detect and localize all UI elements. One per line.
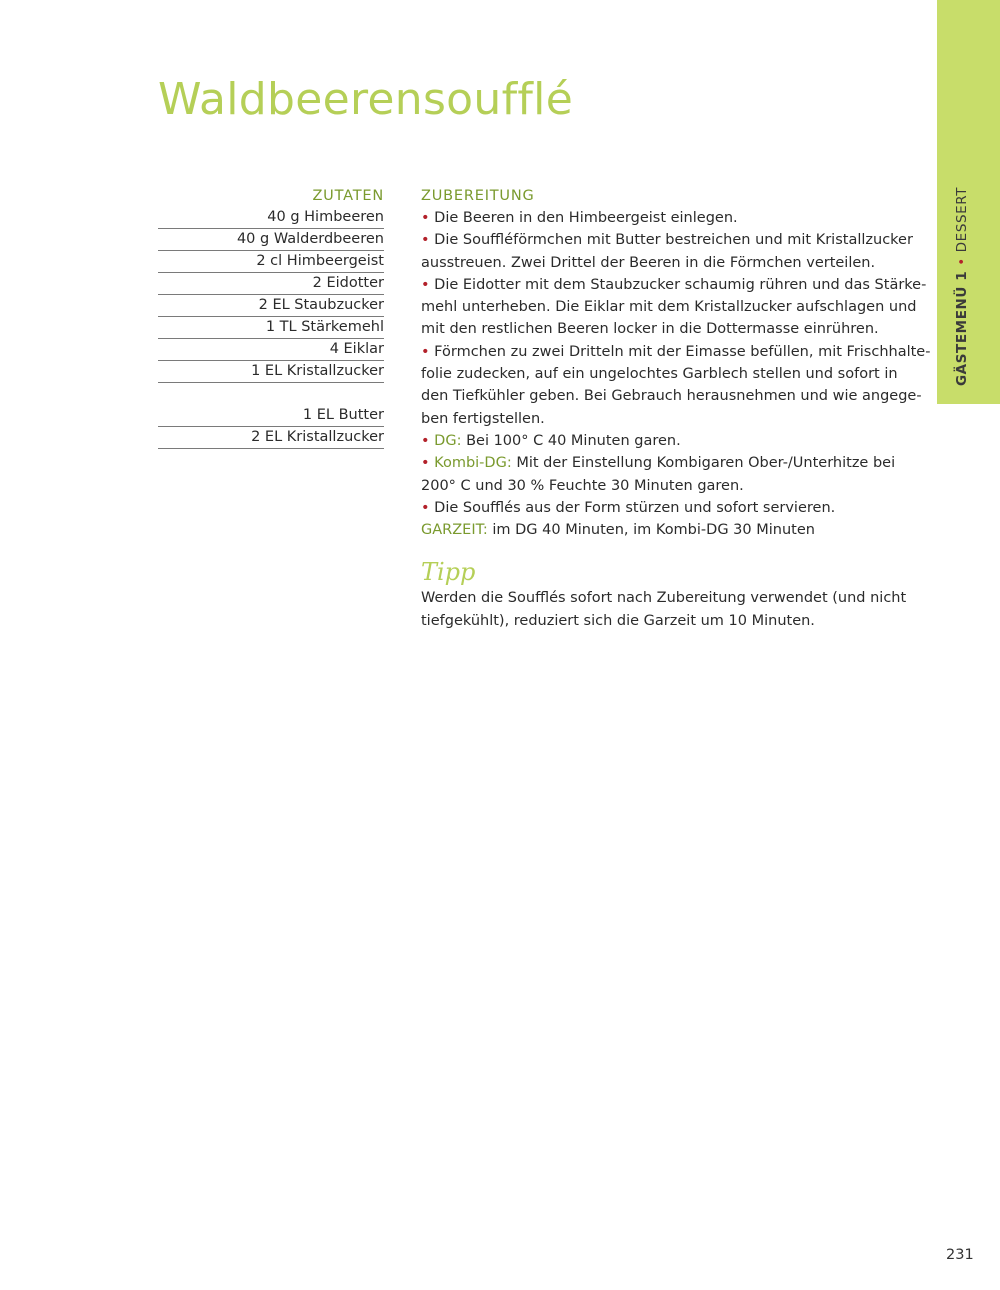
- step-line: mehl unterheben. Die Eiklar mit dem Kristallzucker aufschlagen und: [421, 299, 917, 316]
- tip-text: Werden die Soufflés sofort nach Zubereitung verwendet (und nicht: [421, 590, 907, 607]
- ingredient-item: 1 TL Stärkemehl: [158, 317, 384, 339]
- step-text: Die Beeren in den Himbeergeist einlegen.: [434, 210, 738, 226]
- ingredient-item: 2 cl Himbeergeist: [158, 251, 384, 273]
- preparation-section: [421, 185, 931, 632]
- step-label: DG:: [434, 432, 462, 449]
- ingredient-item: 1 EL Kristallzucker: [158, 361, 384, 383]
- bullet-icon: •: [421, 499, 430, 516]
- bullet-icon: •: [421, 455, 430, 472]
- ingredients-heading: ZUTATEN: [312, 188, 384, 204]
- step-line: [421, 229, 913, 251]
- step-line: [421, 274, 927, 296]
- ingredient-item: 2 EL Staubzucker: [158, 295, 384, 317]
- step-line: folie zudecken, auf ein ungelochtes Garblech stellen und sofort in: [421, 366, 898, 383]
- step-line: [421, 497, 899, 519]
- step-text: Bei 100° C 40 Minuten garen.: [461, 432, 681, 449]
- bullet-icon: •: [421, 432, 430, 449]
- page-number: 231: [946, 1247, 974, 1263]
- step-line: [421, 430, 899, 452]
- chapter-tab-label: [954, 187, 970, 386]
- ingredient-item: 2 EL Kristallzucker: [158, 427, 384, 449]
- step-line: [421, 452, 899, 474]
- step-text: Die Soufflés aus der Form stürzen und sofort servieren.: [434, 499, 836, 516]
- step-text: Die Eidotter mit dem Staubzucker schaumig rühren und das Stärke-: [434, 276, 927, 293]
- chapter-name: GÄSTEMENÜ 1: [954, 270, 970, 386]
- step-text: Mit der Einstellung Kombigaren Ober-/Unterhitze bei: [511, 455, 896, 472]
- ingredient-item: 2 Eidotter: [158, 273, 384, 295]
- step-line: den Tiefkühler geben. Bei Gebrauch herausnehmen und wie angege-: [421, 388, 922, 405]
- step-label: Kombi-DG:: [434, 455, 512, 472]
- tip-heading: Tipp: [421, 558, 476, 587]
- step-text: Förmchen zu zwei Dritteln mit der Eimasse befüllen, mit Frischhalte-: [434, 343, 931, 360]
- garzeit-text: im DG 40 Minuten, im Kombi-DG 30 Minuten: [487, 522, 815, 539]
- step-line: [421, 207, 899, 229]
- bullet-icon: •: [421, 343, 430, 360]
- step-line: mit den restlichen Beeren locker in die Dottermasse einrühren.: [421, 321, 879, 338]
- ingredient-item: 40 g Himbeeren: [158, 207, 384, 229]
- bullet-icon: •: [421, 210, 430, 226]
- recipe-title: Waldbeerensoufflé: [158, 74, 574, 125]
- step-line: ausstreuen. Zwei Drittel der Beeren in die Förmchen verteilen.: [421, 254, 876, 271]
- garzeit-line: [421, 519, 899, 541]
- chapter-separator: •: [954, 257, 970, 266]
- step-line: [421, 341, 931, 363]
- ingredient-item: 1 EL Butter: [158, 405, 384, 427]
- garzeit-label: GARZEIT:: [421, 522, 488, 539]
- ingredients-list: [158, 185, 384, 449]
- preparation-heading: ZUBEREITUNG: [421, 188, 535, 204]
- ingredient-item: 4 Eiklar: [158, 339, 384, 361]
- ingredient-group-gap: [158, 383, 384, 405]
- ingredient-item: 40 g Walderdbeeren: [158, 229, 384, 251]
- bullet-icon: •: [421, 276, 430, 293]
- step-text: Die Souffléförmchen mit Butter bestreichen und mit Kristallzucker: [434, 232, 913, 249]
- bullet-icon: •: [421, 232, 430, 249]
- step-line: 200° C und 30 % Feuchte 30 Minuten garen.: [421, 477, 744, 494]
- tip-text: tiefgekühlt), reduziert sich die Garzeit um 10 Minuten.: [421, 612, 815, 629]
- step-line: ben fertigstellen.: [421, 410, 545, 427]
- chapter-section: DESSERT: [954, 186, 970, 253]
